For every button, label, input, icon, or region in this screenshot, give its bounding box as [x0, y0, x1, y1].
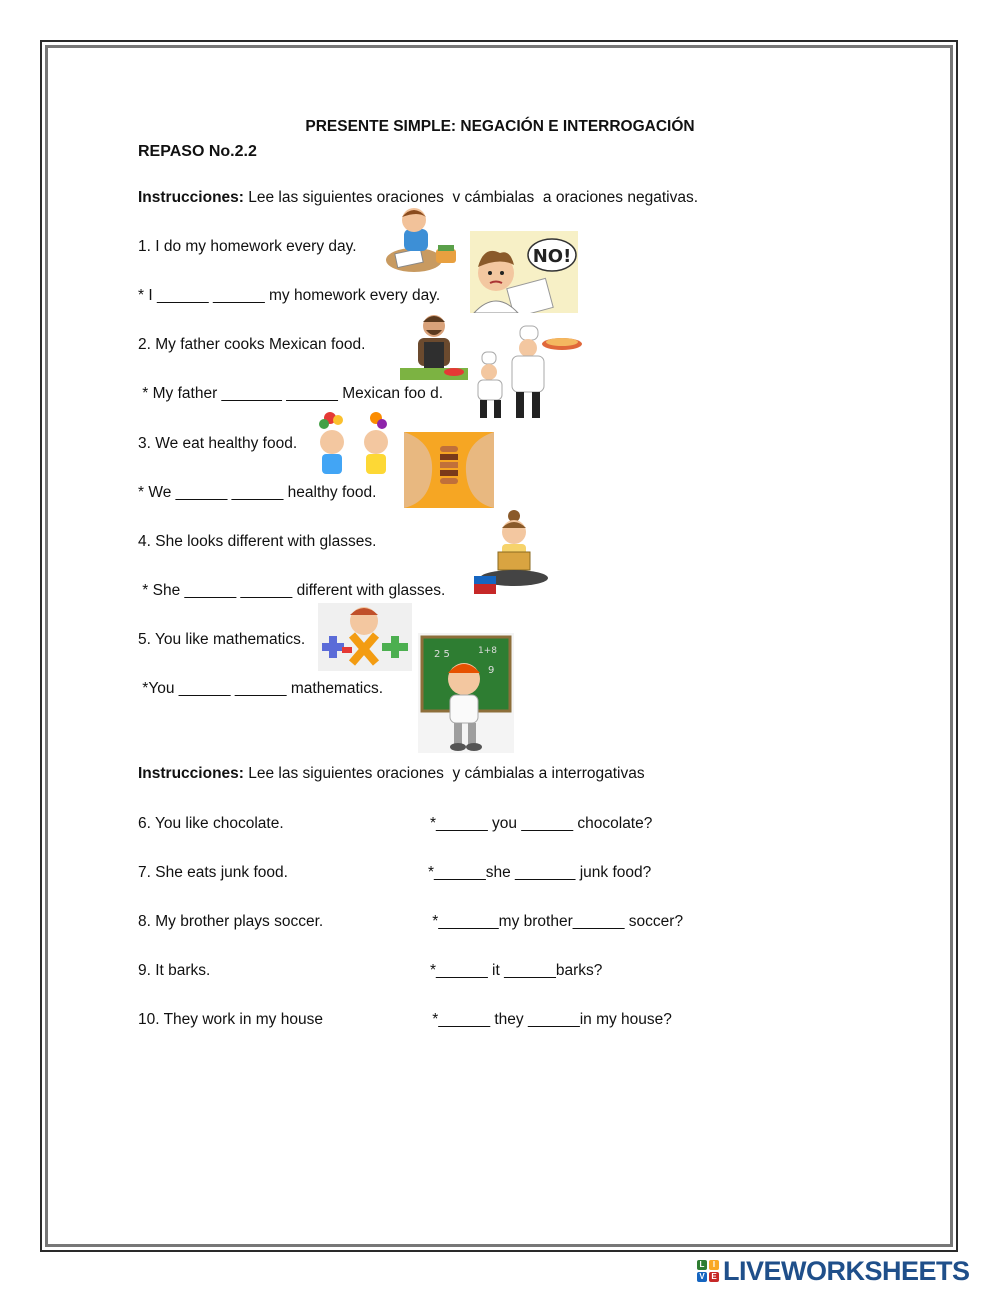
sentence-5: 5. You like mathematics.	[138, 631, 306, 648]
answer-5[interactable]: *You ______ ______ mathematics.	[138, 680, 384, 697]
logo-mark	[697, 1260, 719, 1282]
liveworksheets-logo	[697, 1256, 970, 1286]
logo-letter-e: E	[709, 1272, 719, 1282]
sentence-3: 3. We eat healthy food.	[138, 435, 298, 452]
sentence-2: 2. My father cooks Mexican food.	[138, 336, 366, 353]
sentence-6: 6. You like chocolate.	[138, 815, 284, 832]
instructions-label: Instrucciones:	[138, 765, 244, 782]
worksheet-subtitle: REPASO No.2.2	[138, 143, 257, 160]
sentence-9: 9. It barks.	[138, 962, 211, 979]
logo-letter-v: V	[697, 1272, 707, 1282]
sentence-4: 4. She looks different with glasses.	[138, 533, 377, 550]
no-bubble-text: NO!	[532, 246, 572, 267]
chefs-image	[466, 322, 584, 422]
logo-letter-i: I	[709, 1260, 719, 1270]
sentence-1: 1. I do my homework every day.	[138, 238, 357, 255]
svg-text:1+8: 1+8	[478, 646, 497, 656]
answer-7[interactable]: *______she _______ junk food?	[428, 864, 652, 881]
answer-1[interactable]: * I ______ ______ my homework every day.	[138, 287, 441, 304]
logo-letter-l: L	[697, 1260, 707, 1270]
svg-text:9: 9	[488, 665, 495, 676]
healthy-kids-image	[312, 408, 398, 480]
svg-text:2 5: 2 5	[434, 649, 450, 660]
instructions-label: Instrucciones:	[138, 189, 244, 206]
answer-8[interactable]: *_______my brother______ soccer?	[428, 913, 684, 930]
answer-4[interactable]: * She ______ ______ different with glasses.	[138, 582, 446, 599]
worksheet-title: PRESENTE SIMPLE: NEGACIÓN E INTERROGACIÓN	[305, 118, 695, 135]
instructions-text: Lee las siguientes oraciones y cámbialas a interrogativas	[243, 765, 645, 782]
answer-3[interactable]: * We ______ ______ healthy food.	[138, 484, 377, 501]
answer-9[interactable]: *______ it ______barks?	[430, 962, 603, 979]
sentence-10: 10. They work in my house	[138, 1011, 323, 1028]
cooking-man-image	[396, 310, 472, 384]
logo-text: LIVEWORKSHEETS	[723, 1255, 970, 1286]
instructions-interrogative	[138, 765, 645, 783]
sentence-7: 7. She eats junk food.	[138, 864, 288, 881]
answer-10[interactable]: *______ they ______in my house?	[428, 1011, 672, 1028]
homework-boy-image	[384, 205, 462, 275]
instructions-text: Lee las siguientes oraciones v cámbialas a oraciones negativas.	[243, 189, 699, 206]
answer-6[interactable]: *______ you ______ chocolate?	[430, 815, 653, 832]
reading-girl-image	[470, 508, 556, 596]
sentence-8: 8. My brother plays soccer.	[138, 913, 324, 930]
math-symbols-image	[318, 603, 412, 671]
junk-food-image	[404, 432, 494, 508]
no-boy-image	[470, 231, 578, 313]
chalkboard-boy-image	[418, 633, 514, 753]
answer-2[interactable]: * My father _______ ______ Mexican foo d.	[138, 385, 444, 402]
